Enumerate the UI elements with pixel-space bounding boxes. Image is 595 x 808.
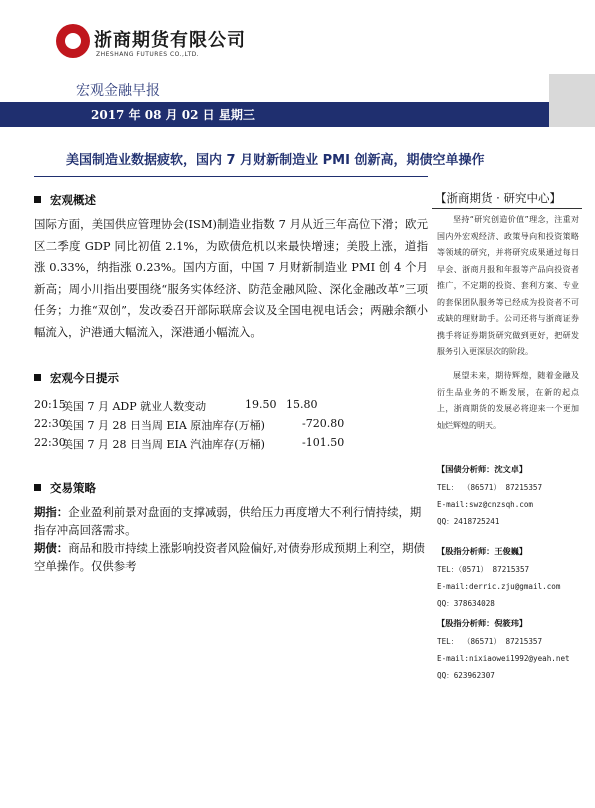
research-center-intro: 坚持“研究创造价值”理念，注重对国内外宏观经济、政策导向和投资策略等领域的研究，并将研究成果通过每日早会、浙商月报和年报等产品向投资者推广，不定期的投资、套利方案、专业的套保团队服务等已经成为投资者不可或缺的理财助手。公司还将与浙商证券携手将证券期货研究做到更好，把研发服务引入更深层次的阶段。 (437, 215, 579, 356)
analyst-qq: QQ：378634028 (437, 599, 495, 608)
sidebar-divider (432, 208, 582, 209)
research-center-outlook: 展望未来，期待辉煌，随着金融及衍生品业务的不断发展，在新的起点上，浙商期货的发展必将迎来一个更加灿烂辉煌的明天。 (437, 371, 579, 430)
analyst-tel: TEL：（0571） 87215357 (437, 565, 530, 574)
bullet-square-icon (34, 374, 41, 381)
corner-decoration (549, 74, 595, 127)
analyst-name: 【股指分析师：王俊巍】 (437, 546, 528, 556)
analyst-name: 【国债分析师：沈文卓】 (437, 464, 528, 474)
company-name-cn: 浙商期货有限公司 (94, 30, 246, 51)
analyst-email[interactable]: E-mail:swz@cnzsqh.com (437, 500, 534, 509)
analyst-email[interactable]: E-mail:nixiaowei1992@yeah.net (437, 654, 570, 663)
bullet-square-icon (34, 484, 41, 491)
analyst-card (437, 618, 587, 681)
company-logo-icon (56, 24, 90, 58)
section-calendar-heading: 宏观今日提示 (34, 370, 119, 386)
headline-divider (34, 176, 428, 177)
section-strategy-heading: 交易策略 (34, 480, 96, 496)
report-date: 2017 年 08 月 02 日 星期三 (91, 108, 255, 122)
strategy-bond-futures: 期债：商品和股市持续上涨影响投资者风险偏好,对债券形成预期上利空，期债空单操作。仅供参考 (34, 541, 425, 573)
analyst-tel: TEL： （86571） 87215357 (437, 483, 543, 492)
analyst-card (437, 546, 587, 609)
strategy-index-futures: 期指：企业盈利前景对盘面的支撑减弱，供给压力再度增大不利行情持续，期指存冲高回落需求。 (34, 505, 422, 537)
company-name-en: ZHESHANG FUTURES CO.,LTD. (96, 51, 200, 58)
date-bar (0, 102, 549, 127)
overview-paragraph: 国际方面，美国供应管理协会(ISM)制造业指数 7 月从近三年高位下滑；欧元区二季度 GDP 同比初值 2.1%，为欧债危机以来最快增速；美股上涨，道指涨 0.33%，纳指涨 0.23%。国内方面，中国 7 月财新制造业 PMI 创 4 个月新高；周小川指出要围绕“服务实体经济、防范金融风险、深化金融改革”三项任务；力推“双创”，发改委召开部际联席会议及全国电视电话会；两融余额小幅流入，沪港通大幅流入，深港通小幅流入。 (34, 217, 428, 339)
analyst-qq: QQ：2418725241 (437, 517, 500, 526)
analyst-tel: TEL： （86571） 87215357 (437, 637, 543, 646)
headline: 美国制造业数据疲软，国内 7 月财新制造业 PMI 创新高，期债空单操作 (66, 153, 485, 168)
report-type: 宏观金融早报 (76, 83, 160, 99)
analyst-name: 【股指分析师：倪筱玮】 (437, 618, 528, 628)
analyst-email[interactable]: E-mail:derric.zju@gmail.com (437, 582, 561, 591)
research-center-title: 【浙商期货 · 研究中心】 (435, 191, 561, 205)
section-overview-heading: 宏观概述 (34, 192, 96, 208)
bullet-square-icon (34, 196, 41, 203)
analyst-qq: QQ：623962307 (437, 671, 495, 680)
analyst-card (437, 464, 587, 527)
